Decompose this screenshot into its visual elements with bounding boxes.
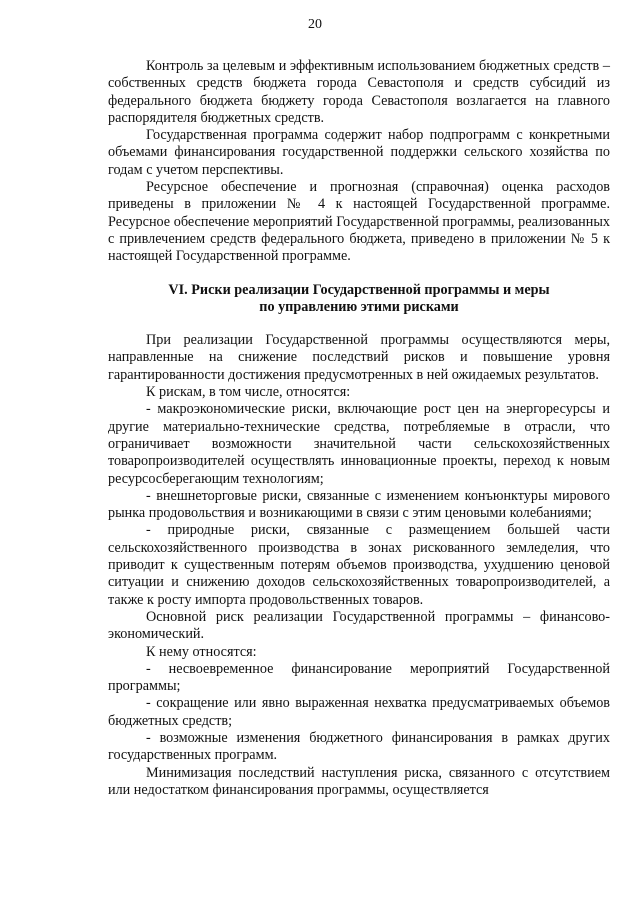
section-heading-line-1: VI. Риски реализации Государственной программы и меры bbox=[168, 281, 550, 298]
paragraph-risks-intro: К рискам, в том числе, относятся: bbox=[146, 384, 351, 401]
list-item-macroeconomic-risks: - макроэкономические риски, включающие рост цен на энергоресурсы и другие материально-технические средства, потребляемые в отрасли, что ограничивает возможности значительной части сельскохозяйственных товаропроизводителей осуществлять инновационные проекты, переход к новым ресурсосберегающим технологиям; bbox=[108, 401, 610, 487]
paragraph-budget-control: Контроль за целевым и эффективным использованием бюджетных средств – собственных средств бюджета города Севастополя и средств субсидий из федерального бюджета бюджету города Севастополя возлагается на главного распорядителя бюджетных средств. bbox=[108, 58, 610, 126]
section-heading-line-2: по управлению этими рисками bbox=[259, 298, 459, 315]
list-item-budget-shortage: - сокращение или явно выраженная нехватка предусматриваемых объемов бюджетных средств; bbox=[108, 695, 610, 729]
document-body bbox=[108, 58, 610, 799]
paragraph-risk-measures: При реализации Государственной программы осуществляются меры, направленные на снижение последствий рисков и повышение уровня гарантированности достижения предусмотренных в ней ожидаемых результатов. bbox=[108, 332, 610, 383]
paragraph-main-risk-intro: К нему относятся: bbox=[146, 643, 257, 660]
page-number: 20 bbox=[308, 17, 322, 32]
paragraph-resource-support: Ресурсное обеспечение и прогнозная (справочная) оценка расходов приведены в приложении № 4 к настоящей Государственной программе. Ресурсное обеспечение мероприятий Государственной программы, реализованных с привлечением средств федерального бюджета, приведено в приложении № 5 к настоящей Государственной программе. bbox=[108, 179, 610, 265]
list-item-late-financing: - несвоевременное финансирование мероприятий Государственной программы; bbox=[108, 660, 610, 695]
list-item-budget-changes: - возможные изменения бюджетного финансирования в рамках других государственных программ. bbox=[108, 729, 610, 764]
list-item-foreign-trade-risks: - внешнеторговые риски, связанные с изменением конъюнктуры мирового рынка продовольствия и возникающими в связи с этим ценовыми колебаниями; bbox=[108, 487, 610, 522]
paragraph-subprograms: Государственная программа содержит набор подпрограмм с конкретными объемами финансирования государственной поддержки сельского хозяйства по годам с учетом перспективы. bbox=[108, 127, 610, 178]
list-item-natural-risks: - природные риски, связанные с размещением большей части сельскохозяйственного производства в зонах рискованного земледелия, что приводит к существенным потерям объемов производства, ухудшению ценовой ситуации и снижению доходов сельскохозяйственных товаропроизводителей, а также к росту импорта продовольственных товаров. bbox=[108, 522, 610, 608]
section-heading bbox=[108, 282, 610, 317]
paragraph-minimization: Минимизация последствий наступления риска, связанного с отсутствием или недостатком финансирования программы, осуществляется bbox=[108, 764, 610, 798]
paragraph-main-risk: Основной риск реализации Государственной программы – финансово-экономический. bbox=[108, 608, 610, 643]
